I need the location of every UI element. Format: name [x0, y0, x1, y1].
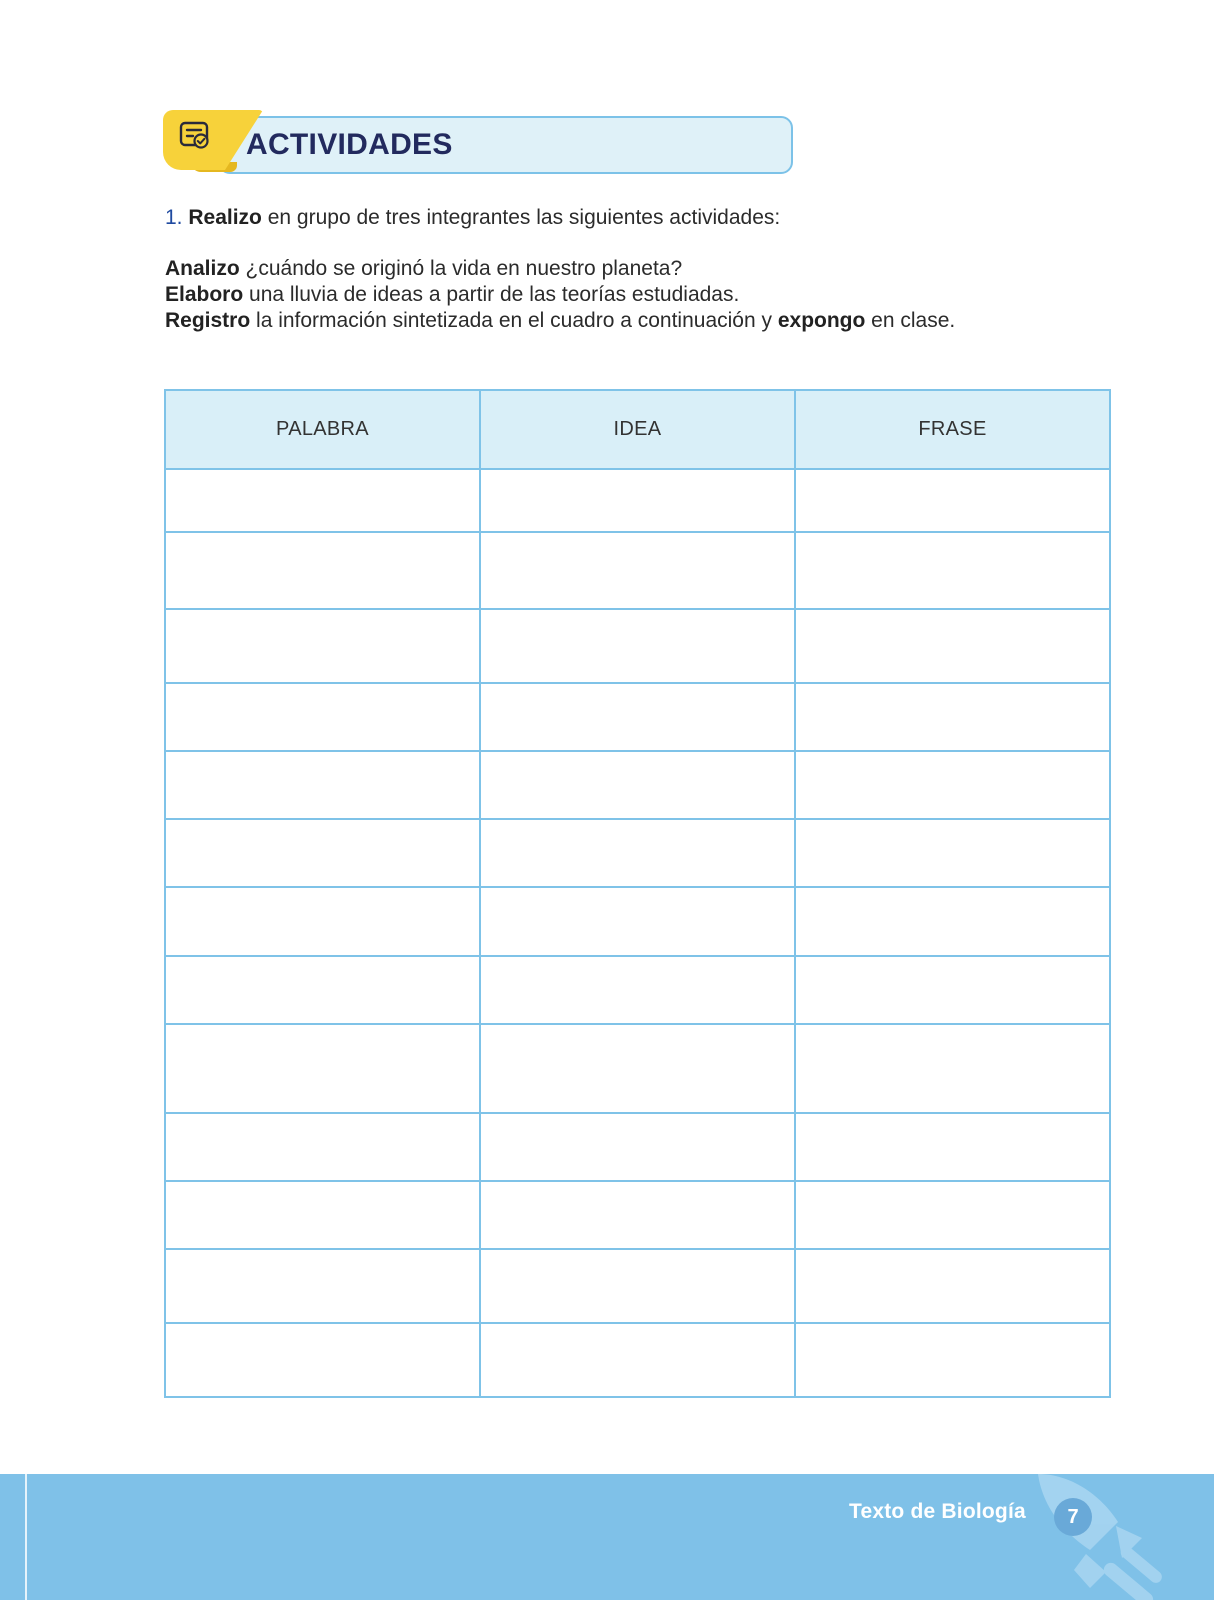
table-cell-idea[interactable] [480, 1249, 795, 1323]
table-row [165, 469, 1110, 532]
table-cell-frase[interactable] [795, 1113, 1110, 1181]
table-header-row [165, 390, 1110, 469]
table-body [165, 469, 1110, 1397]
task-verb: Analizo [165, 257, 240, 280]
table-cell-palabra[interactable] [165, 1024, 480, 1113]
task-verb-secondary: expongo [777, 309, 866, 332]
task-line [165, 256, 682, 282]
table-cell-frase[interactable] [795, 683, 1110, 751]
table-cell-idea[interactable] [480, 609, 795, 683]
page-footer [0, 1474, 1214, 1600]
table-cell-palabra[interactable] [165, 532, 480, 609]
table-cell-idea[interactable] [480, 1024, 795, 1113]
table-cell-idea[interactable] [480, 683, 795, 751]
table-cell-frase[interactable] [795, 751, 1110, 819]
banner-title: ACTIVIDADES [246, 128, 453, 161]
table-cell-idea[interactable] [480, 469, 795, 532]
table-row [165, 819, 1110, 887]
table-row [165, 609, 1110, 683]
book-title: Texto de Biología [849, 1500, 1026, 1523]
table-row [165, 887, 1110, 956]
activities-banner [163, 110, 793, 176]
table-row [165, 1249, 1110, 1323]
table-cell-idea[interactable] [480, 956, 795, 1024]
instruction-text: en grupo de tres integrantes las siguientes actividades: [261, 206, 781, 229]
table-row [165, 532, 1110, 609]
table-cell-idea[interactable] [480, 532, 795, 609]
table-cell-frase[interactable] [795, 819, 1110, 887]
table-cell-frase[interactable] [795, 469, 1110, 532]
table-cell-frase[interactable] [795, 609, 1110, 683]
table-row [165, 1113, 1110, 1181]
task-text: la información sintetizada en el cuadro a continuación y [250, 309, 778, 332]
table-cell-frase[interactable] [795, 532, 1110, 609]
table-cell-idea[interactable] [480, 751, 795, 819]
table-row [165, 1024, 1110, 1113]
table-cell-idea[interactable] [480, 887, 795, 956]
task-text-end: en clase. [865, 309, 956, 332]
word-idea-phrase-table [164, 389, 1111, 1398]
table-cell-palabra[interactable] [165, 1249, 480, 1323]
table-cell-palabra[interactable] [165, 751, 480, 819]
task-verb: Registro [165, 309, 251, 332]
task-text: una lluvia de ideas a partir de las teorías estudiadas. [243, 283, 740, 306]
table-cell-frase[interactable] [795, 1249, 1110, 1323]
task-verb: Elaboro [165, 283, 244, 306]
table-cell-idea[interactable] [480, 819, 795, 887]
instruction-verb: Realizo [188, 206, 262, 229]
task-line [165, 282, 739, 308]
table-cell-palabra[interactable] [165, 819, 480, 887]
table-row [165, 1181, 1110, 1249]
rocket-icon [1030, 1474, 1214, 1600]
column-header-palabra: PALABRA [165, 390, 480, 469]
table-cell-palabra[interactable] [165, 1181, 480, 1249]
table-cell-palabra[interactable] [165, 683, 480, 751]
table-cell-frase[interactable] [795, 956, 1110, 1024]
table-row [165, 751, 1110, 819]
table-row [165, 956, 1110, 1024]
table-cell-palabra[interactable] [165, 609, 480, 683]
table-cell-palabra[interactable] [165, 956, 480, 1024]
page-number: 7 [1054, 1498, 1092, 1536]
column-header-frase: FRASE [795, 390, 1110, 469]
table-cell-frase[interactable] [795, 887, 1110, 956]
table-cell-palabra[interactable] [165, 1323, 480, 1397]
table-cell-palabra[interactable] [165, 887, 480, 956]
notes-check-icon [177, 118, 213, 154]
table-cell-frase[interactable] [795, 1323, 1110, 1397]
footer-divider [25, 1474, 27, 1600]
task-line [165, 308, 955, 334]
table-cell-idea[interactable] [480, 1113, 795, 1181]
column-header-idea: IDEA [480, 390, 795, 469]
table-row [165, 683, 1110, 751]
task-text: ¿cuándo se originó la vida en nuestro planeta? [239, 257, 683, 280]
activity-number: 1. [165, 206, 183, 229]
table-cell-palabra[interactable] [165, 1113, 480, 1181]
table-cell-idea[interactable] [480, 1323, 795, 1397]
table-cell-frase[interactable] [795, 1181, 1110, 1249]
table-cell-frase[interactable] [795, 1024, 1110, 1113]
table-cell-palabra[interactable] [165, 469, 480, 532]
table-row [165, 1323, 1110, 1397]
table-cell-idea[interactable] [480, 1181, 795, 1249]
activity-instruction [165, 205, 780, 231]
